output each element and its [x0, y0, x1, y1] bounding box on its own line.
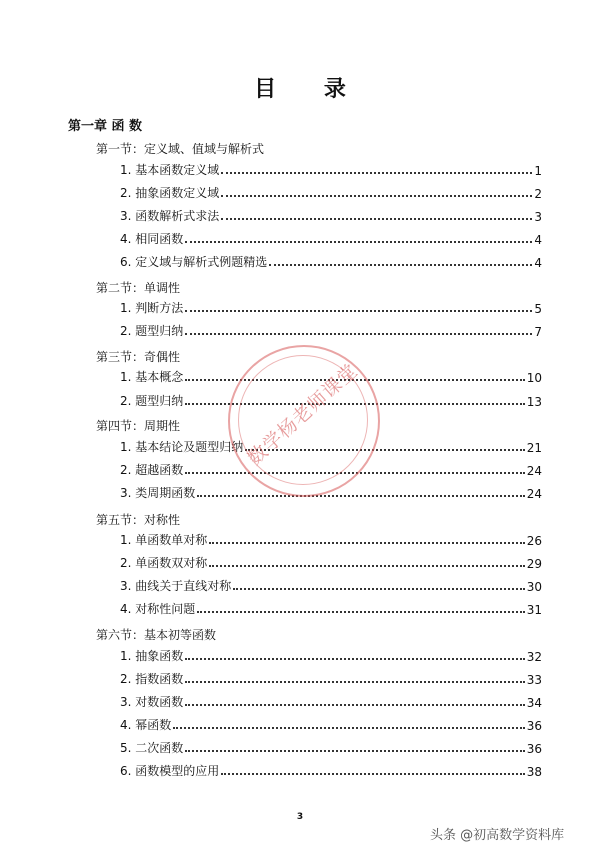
- dot-leader: [221, 172, 532, 174]
- toc-entry[interactable]: [120, 532, 542, 548]
- dot-leader: [197, 495, 524, 497]
- toc-entry-label: 1. 基本结论及题型归纳: [120, 440, 244, 454]
- toc-entry-page: 26: [526, 534, 542, 548]
- toc-entry-page: 24: [526, 464, 542, 478]
- toc-entry-page: 36: [526, 719, 542, 733]
- toc-entry-page: 5: [534, 302, 542, 316]
- toc-entry-page: 34: [526, 696, 542, 710]
- dot-leader: [233, 588, 524, 590]
- toc-entry-page: 7: [534, 325, 542, 339]
- toc-entry-page: 33: [526, 673, 542, 687]
- toc-entry[interactable]: [120, 300, 542, 316]
- dot-leader: [185, 310, 532, 312]
- toc-entry-label: 3. 对数函数: [120, 695, 184, 709]
- toc-entry-label: 4. 相同函数: [120, 232, 184, 246]
- toc-entry-label: 2. 指数函数: [120, 672, 184, 686]
- dot-leader: [173, 727, 524, 729]
- section-heading: 第三节：奇偶性: [96, 350, 181, 364]
- toc-entry-page: 1: [534, 164, 542, 178]
- section-heading: 第五节：对称性: [96, 513, 181, 527]
- toc-entry[interactable]: [120, 694, 542, 710]
- dot-leader: [185, 658, 524, 660]
- toc-entry[interactable]: [120, 717, 542, 733]
- toc-entry[interactable]: [120, 185, 542, 201]
- toc-entry-page: 3: [534, 210, 542, 224]
- dot-leader: [197, 611, 524, 613]
- toc-entry-page: 38: [526, 765, 542, 779]
- dot-leader: [185, 750, 524, 752]
- dot-leader: [221, 195, 532, 197]
- toc-entry-page: 24: [526, 487, 542, 501]
- dot-leader: [185, 241, 532, 243]
- toc-entry-page: 4: [534, 233, 542, 247]
- toc-entry-label: 3. 函数解析式求法: [120, 209, 220, 223]
- toc-entry-page: 36: [526, 742, 542, 756]
- toc-entry[interactable]: [120, 254, 542, 270]
- section-heading: 第二节：单调性: [96, 281, 181, 295]
- source-credit: 头条 @初高数学资料库: [430, 828, 565, 843]
- toc-entry-page: 4: [534, 256, 542, 270]
- section-heading: 第四节：周期性: [96, 419, 181, 433]
- chapter-heading: 第一章 函 数: [68, 119, 143, 134]
- dot-leader: [209, 565, 524, 567]
- section-heading: 第六节：基本初等函数: [96, 628, 217, 642]
- dot-leader: [185, 704, 524, 706]
- toc-entry[interactable]: [120, 555, 542, 571]
- toc-entry[interactable]: [120, 578, 542, 594]
- toc-entry-label: 2. 题型归纳: [120, 394, 184, 408]
- toc-entry-label: 6. 函数模型的应用: [120, 764, 220, 778]
- toc-entry-label: 2. 抽象函数定义域: [120, 186, 220, 200]
- toc-entry-label: 3. 类周期函数: [120, 486, 196, 500]
- toc-entry[interactable]: [120, 740, 542, 756]
- dot-leader: [221, 218, 532, 220]
- toc-entry-label: 2. 超越函数: [120, 463, 184, 477]
- toc-entry-page: 21: [526, 441, 542, 455]
- toc-entry-label: 5. 二次函数: [120, 741, 184, 755]
- toc-entry[interactable]: [120, 323, 542, 339]
- toc-entry-label: 1. 基本函数定义域: [120, 163, 220, 177]
- toc-entry[interactable]: [120, 162, 542, 178]
- toc-entry-label: 2. 题型归纳: [120, 324, 184, 338]
- toc-entry-page: 32: [526, 650, 542, 664]
- toc-entry-label: 1. 抽象函数: [120, 649, 184, 663]
- toc-entry[interactable]: [120, 671, 542, 687]
- toc-entry-label: 1. 判断方法: [120, 301, 184, 315]
- dot-leader: [185, 681, 524, 683]
- toc-entry[interactable]: [120, 208, 542, 224]
- toc-entry-label: 6. 定义域与解析式例题精选: [120, 255, 268, 269]
- dot-leader: [185, 333, 532, 335]
- toc-entry-page: 31: [526, 603, 542, 617]
- page-title: 目 录: [254, 77, 366, 102]
- toc-entry[interactable]: [120, 648, 542, 664]
- toc-entry-page: 10: [526, 371, 542, 385]
- toc-entry-label: 4. 对称性问题: [120, 602, 196, 616]
- page-number: 3: [296, 812, 304, 822]
- toc-entry[interactable]: [120, 763, 542, 779]
- dot-leader: [221, 773, 524, 775]
- toc-entry-page: 2: [534, 187, 542, 201]
- toc-entry-label: 3. 曲线关于直线对称: [120, 579, 232, 593]
- toc-entry[interactable]: [120, 601, 542, 617]
- toc-entry-page: 29: [526, 557, 542, 571]
- toc-entry-page: 30: [526, 580, 542, 594]
- toc-entry-label: 1. 基本概念: [120, 370, 184, 384]
- dot-leader: [209, 542, 524, 544]
- toc-entry-label: 4. 幂函数: [120, 718, 172, 732]
- watermark-text: 数学杨老师课堂: [243, 359, 363, 470]
- toc-entry[interactable]: [120, 231, 542, 247]
- dot-leader: [269, 264, 532, 266]
- toc-entry-label: 2. 单函数双对称: [120, 556, 208, 570]
- toc-entry-page: 13: [526, 395, 542, 409]
- section-heading: 第一节：定义域、值域与解析式: [96, 142, 265, 156]
- toc-entry-label: 1. 单函数单对称: [120, 533, 208, 547]
